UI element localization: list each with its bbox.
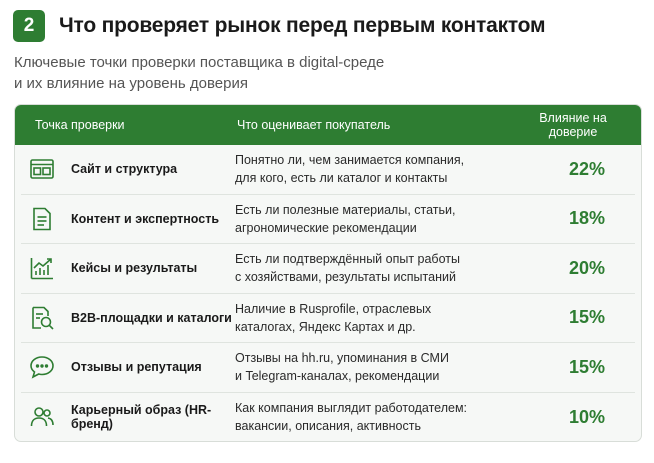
row-label: Сайт и структура <box>71 162 178 177</box>
row-value: 10% <box>568 406 606 427</box>
row-value: 20% <box>568 257 606 278</box>
growth-chart-icon <box>29 255 55 281</box>
row-value: 18% <box>568 208 606 229</box>
table-header <box>15 105 641 145</box>
row-description: Понятно ли, чем занимается компания, для кого, есть ли каталог и контакты <box>235 153 465 186</box>
row-label: Карьерный образ (HR-бренд) <box>71 403 212 432</box>
table-row <box>21 244 635 294</box>
page-subtitle <box>14 52 474 94</box>
subtitle-line-2: и их влияние на уровень доверия <box>14 75 248 92</box>
row-description: Наличие в Rusprofile, отраслевых каталогах, Яндекс Картах и др. <box>235 301 432 334</box>
column-header-checkpoint: Точка проверки <box>35 118 125 132</box>
row-label: Контент и экспертность <box>71 211 220 226</box>
website-icon <box>29 156 55 182</box>
column-header-evaluates: Что оценивает покупатель <box>237 118 391 132</box>
chat-bubble-icon <box>29 354 55 380</box>
table-row <box>21 393 635 443</box>
row-description: Отзывы на hh.ru, упоминания в СМИ и Telegram-каналах, рекомендации <box>235 351 449 384</box>
people-icon <box>29 404 55 430</box>
subtitle-line-1: Ключевые точки проверки поставщика в digital-среде <box>14 54 385 71</box>
column-header-influence: Влияние на доверие <box>539 111 607 139</box>
row-label: Отзывы и репутация <box>71 360 202 375</box>
row-value: 15% <box>568 356 606 377</box>
row-value: 22% <box>568 158 606 179</box>
checkpoints-table <box>14 104 642 442</box>
catalog-search-icon <box>29 305 55 331</box>
table-row <box>21 343 635 393</box>
row-description: Как компания выглядит работодателем: вакансии, описания, активность <box>235 401 468 434</box>
row-value: 15% <box>568 307 606 328</box>
row-label: B2B-площадки и каталоги <box>71 310 232 325</box>
table-row <box>21 145 635 195</box>
document-icon <box>29 206 55 232</box>
row-description: Есть ли полезные материалы, статьи, агрономические рекомендации <box>235 202 456 235</box>
section-number-badge: 2 <box>13 10 45 42</box>
row-label: Кейсы и результаты <box>71 261 198 276</box>
table-row <box>21 195 635 245</box>
page-title: Что проверяет рынок перед первым контактом <box>59 14 546 37</box>
section-header <box>13 10 545 42</box>
row-description: Есть ли подтверждённый опыт работы с хозяйствами, результаты испытаний <box>235 252 460 285</box>
table-row <box>21 294 635 344</box>
